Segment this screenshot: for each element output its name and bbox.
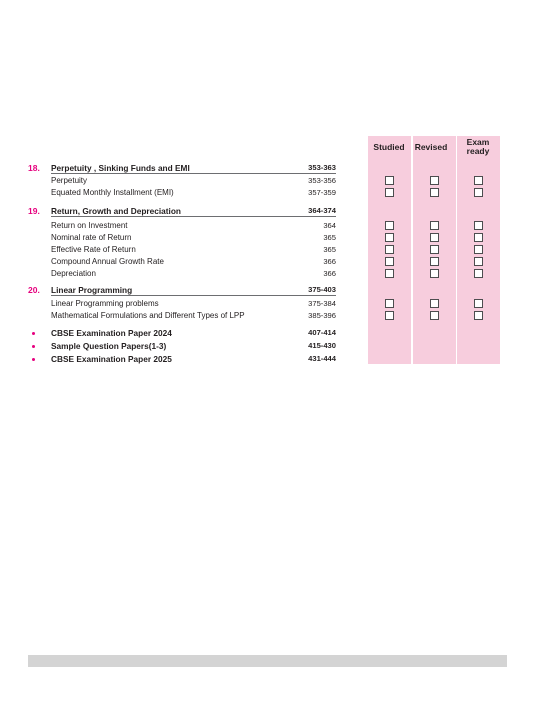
topic-title: Compound Annual Growth Rate: [51, 257, 164, 266]
chapter-divider: [51, 216, 336, 217]
topic-row: [0, 298, 548, 310]
exam-ready-checkbox[interactable]: [474, 188, 483, 197]
revised-checkbox[interactable]: [430, 257, 439, 266]
exam-ready-line1: Exam: [466, 137, 490, 147]
bullet-icon: [32, 358, 35, 361]
revised-checkbox[interactable]: [430, 311, 439, 320]
footer-bar: [28, 655, 507, 667]
topic-pages: 365: [323, 245, 336, 254]
bullet-icon: [32, 332, 35, 335]
studied-checkbox[interactable]: [385, 311, 394, 320]
chapter-number: 19.: [28, 206, 40, 216]
topic-pages: 385-396: [308, 311, 336, 320]
chapter-number: 18.: [28, 163, 40, 173]
topic-row: [0, 268, 548, 280]
studied-checkbox[interactable]: [385, 269, 394, 278]
topic-row: [0, 310, 548, 322]
topic-title: Mathematical Formulations and Different Types of LPP: [51, 311, 245, 320]
exam-ready-checkbox[interactable]: [474, 221, 483, 230]
topic-title: Effective Rate of Return: [51, 245, 136, 254]
topic-pages: 366: [323, 269, 336, 278]
topic-title: Depreciation: [51, 269, 96, 278]
extra-paper-row: [0, 327, 548, 339]
revised-checkbox[interactable]: [430, 245, 439, 254]
topic-row: [0, 175, 548, 187]
exam-ready-column-header: [450, 138, 506, 156]
studied-checkbox[interactable]: [385, 245, 394, 254]
topic-title: Return on Investment: [51, 221, 128, 230]
exam-ready-checkbox[interactable]: [474, 299, 483, 308]
topic-title: Perpetuity: [51, 176, 88, 185]
studied-checkbox[interactable]: [385, 176, 394, 185]
exam-ready-checkbox[interactable]: [474, 311, 483, 320]
studied-checkbox[interactable]: [385, 188, 394, 197]
topic-pages: 365: [323, 233, 336, 242]
chapter-divider: [51, 173, 336, 174]
topic-pages: 364: [323, 221, 336, 230]
exam-ready-checkbox[interactable]: [474, 245, 483, 254]
chapter-divider: [51, 295, 336, 296]
chapter-number: 20.: [28, 285, 40, 295]
extra-paper-title: CBSE Examination Paper 2025: [51, 354, 172, 364]
exam-ready-line2: ready: [466, 146, 490, 156]
extra-paper-title: Sample Question Papers(1-3): [51, 341, 167, 351]
extra-paper-row: [0, 340, 548, 352]
revised-checkbox[interactable]: [430, 188, 439, 197]
revised-checkbox[interactable]: [430, 176, 439, 185]
chapter-title: Return, Growth and Depreciation: [51, 206, 181, 216]
extra-paper-pages: 415-430: [308, 341, 336, 350]
revised-column-header: Revised: [414, 142, 448, 152]
revised-checkbox[interactable]: [430, 269, 439, 278]
studied-column-header: Studied: [373, 142, 405, 152]
revised-checkbox[interactable]: [430, 233, 439, 242]
chapter-pages: 353-363: [308, 163, 336, 172]
chapter-title: Linear Programming: [51, 285, 133, 295]
studied-checkbox[interactable]: [385, 257, 394, 266]
bullet-icon: [32, 345, 35, 348]
chapter-pages: 364-374: [308, 206, 336, 215]
studied-checkbox[interactable]: [385, 233, 394, 242]
studied-checkbox[interactable]: [385, 221, 394, 230]
extra-paper-title: CBSE Examination Paper 2024: [51, 328, 172, 338]
chapter-pages: 375-403: [308, 285, 336, 294]
chapter-title: Perpetuity , Sinking Funds and EMI: [51, 163, 190, 173]
exam-ready-checkbox[interactable]: [474, 269, 483, 278]
topic-pages: 366: [323, 257, 336, 266]
extra-paper-pages: 407-414: [308, 328, 336, 337]
exam-ready-checkbox[interactable]: [474, 176, 483, 185]
topic-row: [0, 187, 548, 199]
extra-paper-row: [0, 353, 548, 365]
studied-checkbox[interactable]: [385, 299, 394, 308]
topic-title: Nominal rate of Return: [51, 233, 132, 242]
exam-ready-checkbox[interactable]: [474, 257, 483, 266]
topic-row: [0, 232, 548, 244]
revised-checkbox[interactable]: [430, 221, 439, 230]
extra-paper-pages: 431-444: [308, 354, 336, 363]
topic-row: [0, 256, 548, 268]
exam-ready-checkbox[interactable]: [474, 233, 483, 242]
topic-row: [0, 220, 548, 232]
topic-pages: 375-384: [308, 299, 336, 308]
topic-row: [0, 244, 548, 256]
topic-title: Equated Monthly Installment (EMI): [51, 188, 174, 197]
topic-pages: 357-359: [308, 188, 336, 197]
topic-title: Linear Programming problems: [51, 299, 159, 308]
topic-pages: 353-356: [308, 176, 336, 185]
revised-checkbox[interactable]: [430, 299, 439, 308]
